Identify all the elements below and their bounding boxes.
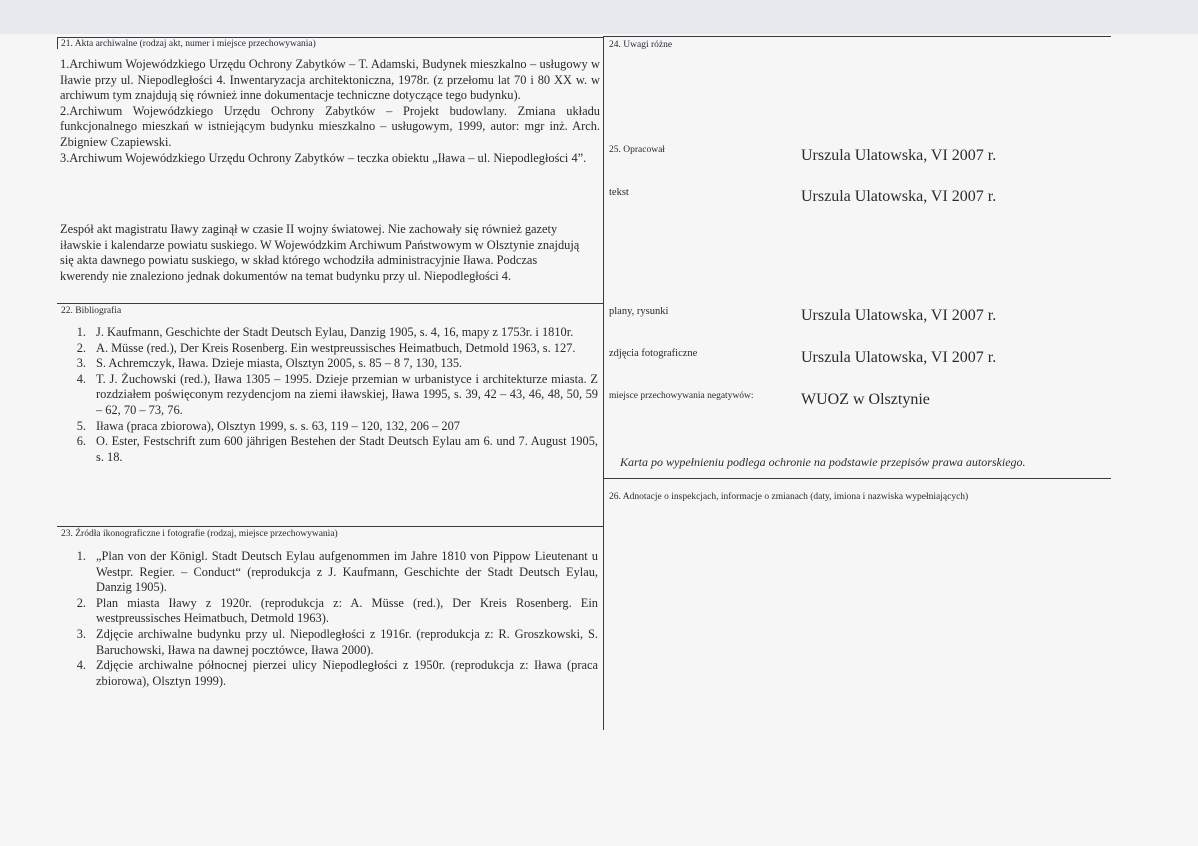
section-22-header: 22. Bibliografia (61, 306, 122, 316)
section-23-header: 23. Źródła ikonograficzne i fotografie (rodzaj, miejsce przechowywania) (61, 529, 338, 539)
section-21-header: 21. Akta archiwalne (rodzaj akt, numer i miejsce przechowywania) (61, 39, 316, 49)
border-21-stub (57, 37, 58, 49)
column-divider (603, 36, 604, 730)
list-item: 2. Plan miasta Iławy z 1920r. (reprodukcja z: A. Müsse (red.), Der Kreis Rosenberg. Ein westpreussisches Heimatbuch, Detmold 1963). (76, 595, 598, 626)
credit-value-negatives: WUOZ w Olsztynie (801, 391, 930, 408)
divider-21-22 (57, 303, 604, 304)
divider-22-23 (57, 526, 604, 527)
credit-value-plans: Urszula Ulatowska, VI 2007 r. (801, 307, 997, 324)
credit-value-author: Urszula Ulatowska, VI 2007 r. (801, 147, 997, 164)
section-26-header: 26. Adnotacje o inspekcjach, informacje o zmianach (daty, imiona i nazwiska wypełniających) (609, 492, 969, 502)
iconography-list (64, 549, 598, 689)
section-21-body (60, 57, 600, 166)
credit-value-text: Urszula Ulatowska, VI 2007 r. (801, 188, 997, 205)
copyright-notice: Karta po wypełnieniu podlega ochronie na podstawie przepisów prawa autorskiego. (620, 455, 1026, 469)
credit-label-photos: zdjęcia fotograficzne (609, 348, 698, 359)
archive-item-3: 3.Archiwum Wojewódzkiego Urzędu Ochrony Zabytków – teczka obiektu „Iława – ul. Niepodległości 4”. (60, 150, 587, 165)
credit-value-photos: Urszula Ulatowska, VI 2007 r. (801, 349, 997, 366)
list-item: 2. A. Müsse (red.), Der Kreis Rosenberg. Ein westpreussisches Heimatbuch, Detmold 1963, s. 127. (76, 340, 576, 355)
archive-item-2: 2.Archiwum Wojewódzkiego Urzędu Ochrony Zabytków – Projekt budowlany. Zmiana układu funkcjonalnego mieszkań w istniejącym budynku mieszkalno – usługowym, 1999, autor: mgr inż. Arch. Zbigniew Czapiewski. (60, 103, 600, 149)
list-item: 3. S. Achremczyk, Iława. Dzieje miasta, Olsztyn 2005, s. 85 – 8 7, 130, 135. (76, 356, 463, 371)
top-border-right (604, 36, 1111, 37)
top-border-left (57, 37, 604, 38)
section-24-header: 24. Uwagi różne (609, 40, 673, 50)
list-item: 4. Zdjęcie archiwalne północnej pierzei ulicy Niepodległości z 1950r. (reprodukcja z: Iława (praca zbiorowa), Olsztyn 1999). (76, 658, 598, 688)
list-item: 3. Zdjęcie archiwalne budynku przy ul. Niepodległości z 1916r. (reprodukcja z: R. Groszkowski, S. Baruchowski, Iława na dawnej pocztówce, Iława 2000). (76, 626, 598, 657)
scanner-background (0, 0, 1198, 34)
bibliography-list (64, 325, 598, 465)
list-item: 1. J. Kaufmann, Geschichte der Stadt Deutsch Eylau, Danzig 1905, s. 4, 16, mapy z 1753r. i 1810r. (76, 325, 574, 339)
credit-label-text: tekst (609, 187, 629, 198)
divider-25-26 (604, 478, 1111, 479)
list-item: 5. Iława (praca zbiorowa), Olsztyn 1999, s. s. 63, 119 – 120, 132, 206 – 207 (76, 418, 460, 433)
archive-note: Zespół akt magistratu Iławy zaginął w czasie II wojny światowej. Nie zachowały się również gazety iławskie i kalendarze powiatu suskiego. W Wojewódzkim Archiwum Państwowym w Olsztynie znajdują się akta dawnego powiatu suskiego, w skład którego wchodziła administracyjnie Iława. Podczas kwerendy nie znaleziono jednak dokumentów na temat budynku przy ul. Niepodległości 4. (60, 222, 580, 283)
list-item: 1. „Plan von der Königl. Stadt Deutsch Eylau aufgenommen im Jahre 1810 von Pippow Lieutenant u Westpr. Regier. – Conduct“ (reprodukcja z J. Kaufmann, Geschichte der Stadt Deutsch Eylau, Danzig 1905). (76, 549, 598, 595)
list-item: 6. O. Ester, Festschrift zum 600 jährigen Bestehen der Stadt Deutsch Eylau am 6. und 7. August 1905, s. 18. (76, 434, 598, 464)
archive-item-1: 1.Archiwum Wojewódzkiego Urzędu Ochrony Zabytków – T. Adamski, Budynek mieszkalno – usługowy w Iławie przy ul. Niepodległości 4. Inwentaryzacja architektoniczna, 1978r. (z przełomu lat 70 i 80 XX w. w archiwum tym znajdują się również inne dokumentacje techniczne dotyczące tego budynku). (60, 57, 600, 103)
credit-label-author: 25. Opracował (609, 145, 665, 155)
list-item: 4. T. J. Żuchowski (red.), Iława 1305 – 1995. Dzieje przemian w urbanistyce i architekturze miasta. Z rozdziałem poświęconym rezydencjom na ziemi iławskiej, Iława 1995, s. 39, 42 – 43, 46, 48, 50, 59 – 62, 70 – 73, 76. (76, 371, 598, 417)
credit-label-plans: plany, rysunki (609, 306, 669, 317)
credit-label-negatives: miejsce przechowywania negatywów: (609, 391, 754, 401)
